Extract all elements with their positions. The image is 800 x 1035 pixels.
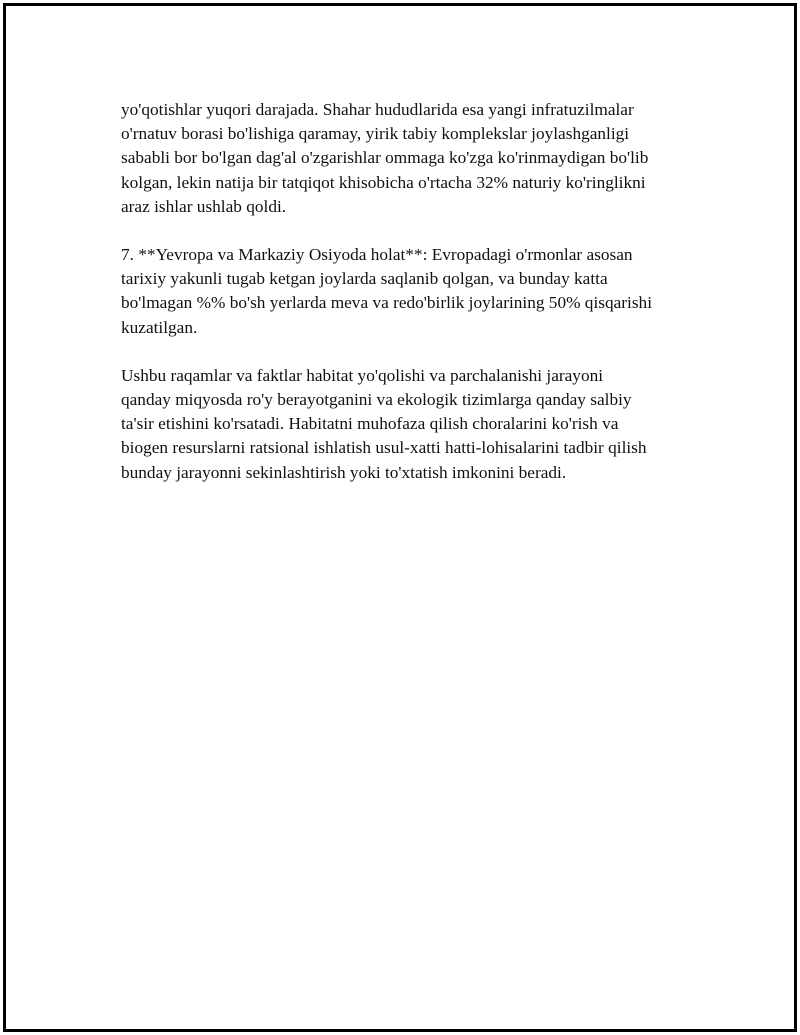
- text-line: Ushbu raqamlar va faktlar habitat yo'qolishi va parchalanishi jarayoni: [121, 365, 604, 385]
- paragraph-europe-central-asia: [121, 243, 701, 340]
- text-line: 7. **Yevropa va Markaziy Osiyoda holat**: Evropadagi o'rmonlar asosan: [121, 245, 633, 265]
- text-line: kuzatilgan.: [121, 317, 198, 337]
- text-line: sababli bor bo'lgan dag'al o'zgarishlar ommaga ko'zga ko'rinmaydigan bo'lib: [121, 148, 649, 168]
- text-line: kolgan, lekin natija bir tatqiqot khisobicha o'rtacha 32% naturiy ko'ringlikni: [121, 172, 646, 192]
- text-line: araz ishlar ushlab qoldi.: [121, 196, 287, 216]
- text-line: biogen resurslarni ratsional ishlatish usul-xatti hatti-lohisalarini tadbir qilish: [121, 438, 647, 458]
- text-line: bunday jarayonni sekinlashtirish yoki to'xtatish imkonini beradi.: [121, 462, 567, 482]
- text-line: o'rnatuv borasi bo'lishiga qaramay, yirik tabiy komplekslar joylashganligi: [121, 124, 630, 144]
- paragraph-conclusion: [121, 364, 701, 485]
- text-line: yo'qotishlar yuqori darajada. Shahar hududlarida esa yangi infratuzilmalar: [121, 100, 634, 119]
- document-page: [3, 3, 797, 1032]
- document-body: [121, 98, 701, 509]
- paragraph-habitat-loss-urban: [121, 98, 701, 219]
- text-line: bo'lmagan %% bo'sh yerlarda meva va redo'birlik joylarining 50% qisqarishi: [121, 293, 653, 313]
- text-line: qanday miqyosda ro'y berayotganini va ekologik tizimlarga qanday salbiy: [121, 390, 632, 410]
- text-line: ta'sir etishini ko'rsatadi. Habitatni muhofaza qilish choralarini ko'rish va: [121, 414, 619, 434]
- text-line: tarixiy yakunli tugab ketgan joylarda saqlanib qolgan, va bunday katta: [121, 269, 608, 289]
